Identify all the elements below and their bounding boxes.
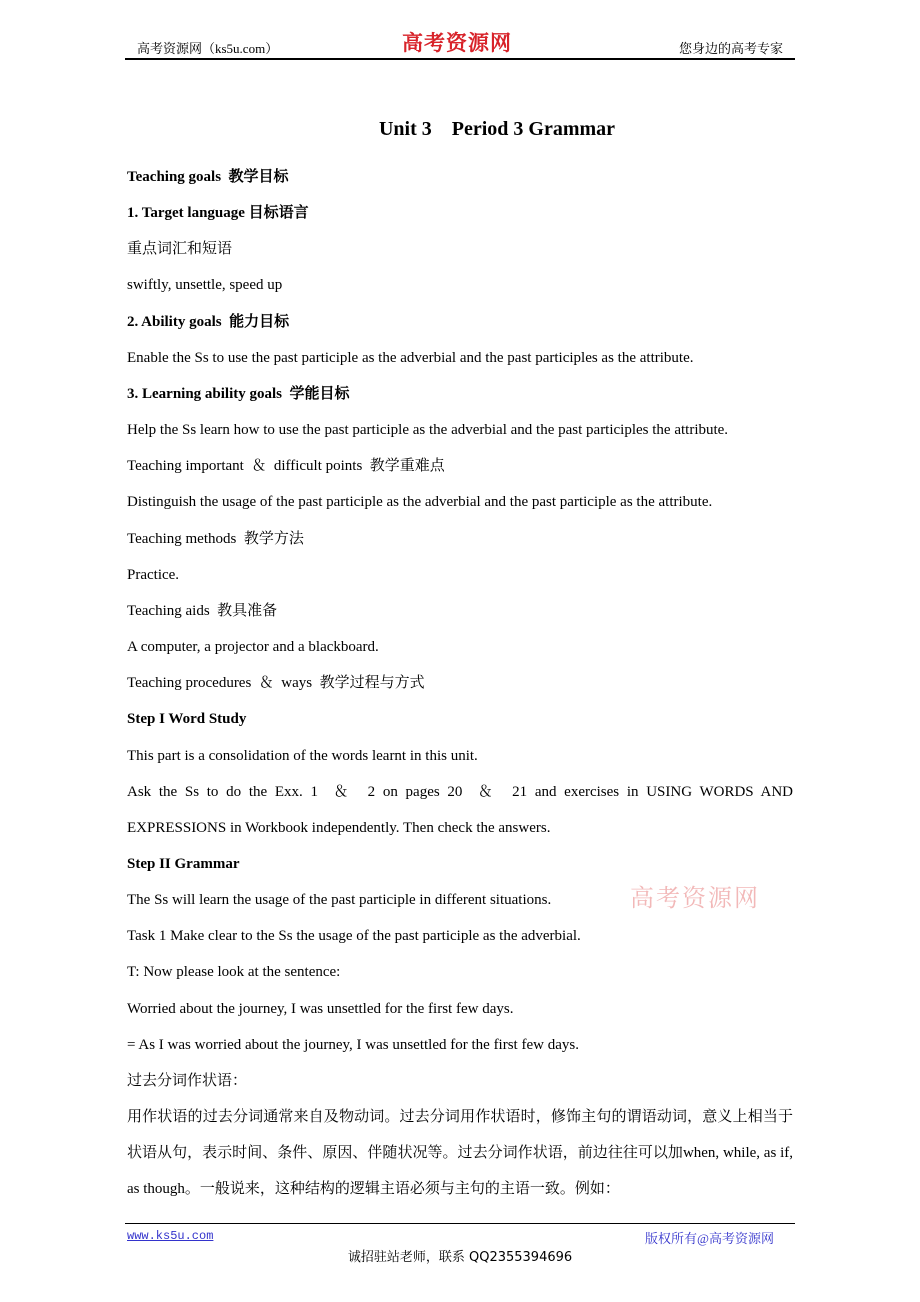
paragraph: Distinguish the usage of the past participle as the adverbial and the past participle as the attribute. [127, 494, 713, 511]
document-title: Unit 3 Period 3 Grammar [378, 118, 616, 140]
paragraph: A computer, a projector and a blackboard. [127, 639, 379, 656]
paragraph: Task 1 Make clear to the Ss the usage of the past participle as the adverbial. [127, 928, 581, 945]
header-logo: 高考资源网 [402, 31, 512, 55]
watermark: 高考资源网 [630, 886, 760, 912]
footer-link[interactable]: www.ks5u.com [127, 1229, 214, 1243]
header-divider [125, 58, 795, 60]
paragraph: = As I was worried about the journey, I was unsettled for the first few days. [127, 1036, 579, 1053]
paragraph: Teaching methods 教学方法 [127, 530, 304, 547]
footer-contact: 诚招驻站老师，联系 QQ2355394696 [347, 1250, 573, 1265]
footer-copyright: 版权所有@高考资源网 [645, 1231, 774, 1246]
paragraph: 重点词汇和短语 [127, 241, 233, 258]
paragraph: 用作状语的过去分词通常来自及物动词。过去分词用作状语时，修饰主句的谓语动词，意义上相当于状语从句，表示时间、条件、原因、伴随状况等。过去分词作状语，前边往往可以加when, while, as if, as though。一般说来，这种结构的逻辑主语必须与主句的主语一致。例如： [127, 1109, 797, 1198]
footer-divider [125, 1223, 795, 1224]
section-heading: 3. Learning ability goals 学能目标 [127, 385, 350, 402]
paragraph: Ask the Ss to do the Exx. 1 ＆ 2 on pages 20 ＆ 21 and exercises in USING WORDS AND EXPRESSIONS in Workbook independently. Then check the answers. [127, 783, 797, 836]
section-heading: Step I Word Study [127, 711, 247, 728]
header-site-name: 高考资源网（ks5u.com） [137, 41, 279, 56]
section-heading: 1. Target language 目标语言 [127, 205, 309, 222]
paragraph: swiftly, unsettle, speed up [127, 277, 283, 294]
section-heading: 2. Ability goals 能力目标 [127, 313, 290, 330]
paragraph: This part is a consolidation of the words learnt in this unit. [127, 747, 478, 764]
paragraph: Practice. [127, 566, 180, 583]
paragraph: Teaching procedures ＆ ways 教学过程与方式 [127, 675, 425, 692]
paragraph: Teaching aids 教具准备 [127, 602, 278, 619]
paragraph: T: Now please look at the sentence: [127, 964, 341, 981]
section-heading: Step II Grammar [127, 855, 240, 872]
paragraph: Help the Ss learn how to use the past participle as the adverbial and the past participles the attribute. [127, 422, 729, 439]
paragraph: 过去分词作状语： [127, 1072, 248, 1089]
header-slogan: 您身边的高考专家 [678, 41, 783, 56]
section-heading: Teaching goals 教学目标 [127, 169, 289, 185]
paragraph: Worried about the journey, I was unsettled for the first few days. [127, 1000, 514, 1017]
paragraph: The Ss will learn the usage of the past participle in different situations. [127, 892, 552, 909]
paragraph: Enable the Ss to use the past participle as the adverbial and the past participles as the attribute. [127, 349, 694, 366]
document-body [127, 159, 797, 1208]
paragraph: Teaching important ＆ difficult points 教学重难点 [127, 458, 445, 475]
